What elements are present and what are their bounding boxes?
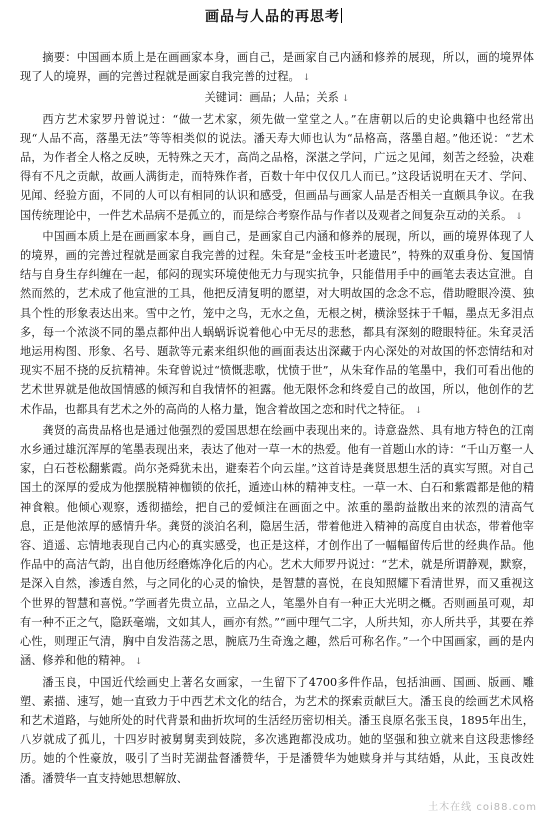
- paragraph-mark-icon: ↓: [515, 211, 523, 222]
- keywords-text: 关键词：画品；人品；关系: [204, 91, 339, 105]
- body-paragraph: [20, 421, 534, 673]
- paragraph-mark-icon: ↓: [134, 657, 143, 668]
- paragraph-text: 龚贤的高贵品格也是通过他强烈的爱国思想在绘画中表现出来的。诗意盎然、具有地方特色的江南水乡通过雄沉浑厚的笔墨表现出来，表达了他对一草一木的热爱。他有一首题山水的诗：“千山万壑一人家，白石苍松翻紫霞。尚尔尧舜犹未出，避秦若个向云崖。”这首诗是龚贤思想生活的真实写照。对自己国土的深厚的爱成为他摆脱精神枷锁的依托，遁迹山林的精神支柱。一草一木、白石和紫霞都是他的精神食粮。他倾心观察，透彻描绘，把自己的爱倾注在画面之中。浓重的墨韵益散出来的浓烈的清高气息，正是他浓厚的感情升华。龚贤的淡泊名利，隐居生活，带着他进入精神的高度自由状态，带着他宰容、逍遥、忘情地表现自己内心的真实感受，也正是这样，才创作出了一幅幅留传后世的经典作品。他作品中的高洁气韵，出自他历经磨炼净化后的内心。艺术大师罗丹说过：“艺术，就是所谓静观，默察，是深入自然，渗透自然，与之同化的心灵的愉快，是智慧的喜悦，在良知照耀下看清世界，而又重视这个世界的智慧和喜悦。”学画者先贵立品，立品之人，笔墨外自有一种正大光明之概。否则画虽可观，却有一种不正之气，隐跃毫端，文如其人，画亦有然。”“画中理气二字，人所共知，亦人所共乎，其要在养心性，则理正气清，胸中自发浩荡之思，腕底乃生奇逸之趣，然后可称名作。”一个中国画家，画的是内涵、修养和他的精神。: [20, 423, 534, 668]
- body-paragraph: [20, 673, 534, 788]
- abstract-paragraph: [20, 48, 534, 88]
- keywords-paragraph: [20, 88, 534, 109]
- watermark-text: 土木在线 coi88.com: [428, 802, 537, 813]
- body-paragraph: [20, 110, 534, 227]
- paragraph-text: 中国画本质上是在画画家本身，画自己，是画家自己内涵和修养的展现，所以，画的境界体现了人的境界，画的完善过程就是画家自我完善的过程。朱耷是“金枝玉叶老遗民”，特殊的双重身份、复国情结与自身生存纠缠在一起，郁闷的现实环境使他无力与现实抗争，只能借用手中的画笔去表达宣泄。自然而然的，艺术成了他宣泄的工具，他把反清复明的愿望，对大明故国的念念不忘，借助瞪眼冷漠、独具个性的形象表达出来。雪中之竹，笼中之鸟，无水之鱼，无根之树，横涂竖抹于千幅，墨点无多泪点多，每一个浓淡不同的墨点都仲出人蜗蜗诉说着他心中无尽的悲愁，都具有深刻的瞪眼特征。朱耷灵活地运用构图、形象、名号、题款等元素来组织他的画面表达出深藏于内心深处的对故国的怀恋情结和对现实不屈不挠的反抗精神。朱耷曾说过“愤慨悲歌，忧愤于世”，从朱耷作品的笔墨中，我们可看出他的艺术世界就是他故国情感的倾泻和自我情怀的袒露。他无限怀念和终爱自己的故国，所以，他创作的艺术作品，也都具有艺术之外的高尚的人格力量，饱含着故国之恋和时代之特征。: [20, 229, 534, 416]
- title-row: [0, 6, 547, 26]
- paragraph-mark-icon: ↓: [341, 94, 350, 105]
- paragraph-mark-icon: ↓: [302, 73, 311, 84]
- paragraph-mark-icon: ↓: [414, 405, 423, 416]
- text-cursor: [341, 8, 342, 23]
- document-title: 画品与人品的再思考: [205, 9, 340, 25]
- document-body: [20, 48, 534, 788]
- paragraph-text: 潘玉良，中国近代绘画史上著名女画家，一生留下了4700多件作品，包括油画、国画、版画、雕塑、素描、速写，她一直致力于中西艺术文化的结合，为艺术的探索贡献巨大。潘玉良的绘画艺术风格和艺术道路，与她所处的时代背景和曲折坎坷的生活经历密切相关。潘玉良原名张玉良，1895年出生，八岁就成了孤儿，十四岁时被舅舅卖到妓院，多次逃跑都没成功。她的坚强和独立就来自这段悲惨经历。她的个性豪放，吸引了当时芜湖盐督潘赞华，于是潘赞华为她赎身并与其结婚，从此，玉良改姓潘。潘赞华一直支持她思想解放、: [20, 675, 534, 785]
- abstract-text: 摘要：中国画本质上是在画画家本身，画自己，是画家自己内涵和修养的展现，所以，画的境界体现了人的境界，画的完善过程就是画家自我完善的过程。: [20, 51, 534, 84]
- paragraph-text: 西方艺术家罗丹曾说过：“做一艺术家，须先做一堂堂之人。”在唐朝以后的史论典籍中也经常出现“人品不高，落墨无法”等等相类似的说法。潘天寿大师也认为“品格高，落墨自超。”他还说：“艺术品，为作者全人格之反映，无特殊之天才，高尚之品格，深湛之学问，广远之见闻，刻苦之经验，决难得有不凡之贡献，故画人满街走，而特殊作者，百数十年中仅仅几人而已。”这段话说明在天才、学问、见闻、经验方面，不同的人可以有相同的认识和感受，但画品与画家人品是否相关一直颇具争议。在我国传统理论中，一件艺术品病不是孤立的，而是综合考察作品与作者以及观者之间复杂互动的关系。: [20, 112, 534, 222]
- body-paragraph: [20, 227, 534, 421]
